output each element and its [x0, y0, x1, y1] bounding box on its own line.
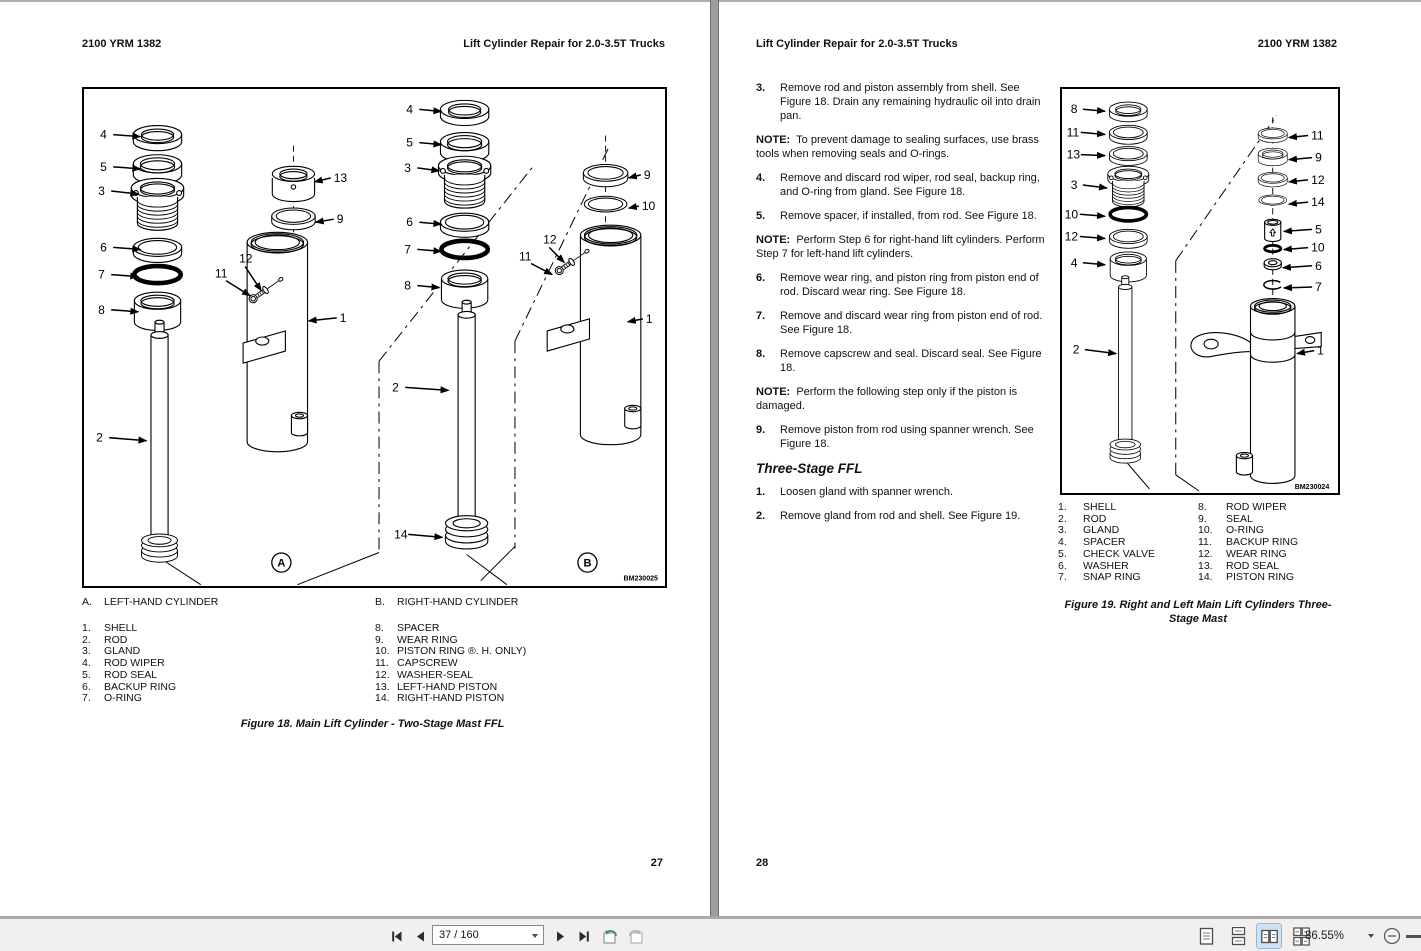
next-page-button[interactable] — [551, 927, 571, 945]
svg-text:6: 6 — [1315, 258, 1322, 273]
procedure-step: 5. Remove spacer, if installed, from rod. See Figure 18. — [756, 210, 1037, 222]
document-page-right — [719, 2, 1421, 916]
figure-18-diagram — [84, 89, 665, 586]
previous-page-button[interactable] — [410, 927, 430, 945]
continuous-view-button[interactable] — [1226, 924, 1250, 948]
first-page-button[interactable] — [386, 927, 406, 945]
svg-text:8: 8 — [1070, 102, 1078, 117]
legend-title-text: RIGHT-HAND CYLINDER — [397, 596, 519, 608]
svg-text:7: 7 — [98, 267, 105, 282]
two-page-view-icon — [1261, 927, 1278, 946]
legend-item: 5. CHECK VALVE — [1058, 547, 1155, 560]
svg-text:11: 11 — [1311, 128, 1324, 143]
procedure-text-column — [756, 81, 1048, 533]
legend-item: 14. RIGHT-HAND PISTON — [375, 692, 505, 705]
svg-text:11: 11 — [1066, 125, 1080, 140]
page-dropdown-caret-icon[interactable] — [532, 934, 538, 938]
legend-item: 2. ROD — [82, 633, 128, 646]
page-number: 27 — [650, 857, 663, 869]
page-gap-divider — [710, 0, 719, 916]
figure-18-box — [82, 87, 667, 588]
legend-item: 4. SPACER — [1058, 536, 1126, 549]
legend-item: 5. ROD SEAL — [82, 668, 158, 681]
zoom-level-label[interactable]: 86.55% — [1305, 930, 1345, 942]
legend-item: 4. ROD WIPER — [82, 657, 165, 670]
svg-text:1: 1 — [339, 310, 347, 325]
next-view-button[interactable] — [625, 927, 647, 945]
zoom-dropdown-caret-icon[interactable] — [1368, 934, 1374, 938]
legend-item: 7. O-RING — [82, 692, 142, 705]
procedure-step: 4. Remove and discard rod wiper, rod seal, backup ring, and O-ring from gland. See Figure 18. — [756, 172, 1040, 198]
next-page-icon — [557, 931, 564, 941]
zoom-slider-track[interactable] — [1406, 935, 1421, 938]
procedure-step: 6. Remove wear ring, and piston ring from piston end of rod. Discard wear ring. See Figure 18. — [756, 272, 1039, 298]
section-heading: Three-Stage FFL — [756, 461, 863, 476]
legend-item: 10. O-RING — [1198, 524, 1264, 537]
svg-text:6: 6 — [406, 215, 413, 230]
svg-text:4: 4 — [100, 127, 107, 142]
document-page-left — [0, 2, 710, 916]
caption-line-2: Stage Mast — [1168, 612, 1228, 625]
previous-view-icon — [601, 927, 619, 945]
svg-text:3: 3 — [404, 160, 411, 175]
procedure-step: 1. Loosen gland with spanner wrench. — [756, 486, 954, 498]
viewer-bottom-toolbar — [0, 916, 1421, 951]
svg-text:6: 6 — [100, 240, 107, 255]
svg-text:10: 10 — [641, 199, 656, 214]
figure-19-legend-2 — [1198, 502, 1298, 584]
procedure-step: 3. Remove rod and piston assembly from shell. See Figure 18. Drain any remaining hydraulic oil into drain pan. — [756, 82, 1041, 122]
svg-text:3: 3 — [1070, 177, 1078, 192]
legend-item: 13. ROD SEAL — [1198, 559, 1280, 572]
note-paragraph: NOTE: Perform Step 6 for right-hand lift cylinders. Perform Step 7 for left-hand lift cylinders. — [756, 234, 1045, 260]
svg-text:4: 4 — [1070, 255, 1078, 270]
svg-text:11: 11 — [518, 249, 532, 264]
svg-text:9: 9 — [336, 212, 344, 227]
svg-text:9: 9 — [643, 167, 651, 182]
legend-title-text: LEFT-HAND CYLINDER — [104, 596, 219, 608]
svg-text:14: 14 — [1311, 195, 1325, 210]
svg-text:1: 1 — [645, 311, 653, 326]
svg-text:13: 13 — [333, 170, 348, 185]
svg-text:10: 10 — [1311, 240, 1325, 255]
legend-item: 13. LEFT-HAND PISTON — [375, 680, 498, 693]
procedure-step: 8. Remove capscrew and seal. Discard seal. See Figure 18. — [756, 348, 1042, 374]
svg-text:3: 3 — [98, 184, 105, 199]
legend-item: 3. GLAND — [82, 645, 141, 658]
legend-b-title — [375, 597, 518, 609]
svg-text:10: 10 — [1064, 207, 1079, 222]
svg-text:14: 14 — [394, 527, 408, 542]
figure-ref-code: BM230024 — [1294, 483, 1330, 491]
figure-19-caption — [1060, 599, 1336, 626]
svg-text:2: 2 — [392, 380, 399, 395]
svg-text:12: 12 — [1311, 172, 1325, 187]
svg-text:4: 4 — [406, 102, 413, 117]
legend-item: 1. SHELL — [82, 622, 138, 634]
legend-item: 11. BACKUP RING — [1198, 536, 1299, 549]
legend-item: 6. WASHER — [1058, 559, 1129, 572]
last-page-icon — [579, 931, 586, 941]
legend-item: 11. CAPSCREW — [375, 657, 458, 670]
svg-text:9: 9 — [1315, 150, 1322, 165]
legend-item: 9. WEAR RING — [375, 633, 458, 646]
figure-19-box — [1060, 87, 1340, 495]
continuous-view-icon — [1230, 927, 1247, 946]
page-field-value[interactable]: 37 / 160 — [439, 929, 479, 941]
legend-item: 9. SEAL — [1198, 512, 1253, 525]
page-number: 28 — [756, 857, 769, 869]
svg-text:2: 2 — [1072, 342, 1080, 357]
legend-item: 8. SPACER — [375, 622, 440, 634]
legend-item: 1. SHELL — [1058, 501, 1117, 513]
page-header-right: 2100 YRM 1382 — [1257, 38, 1337, 50]
page-number-input[interactable] — [432, 925, 544, 945]
legend-letter: B. — [375, 596, 385, 608]
legend-item: 14. PISTON RING — [1198, 571, 1295, 584]
procedure-step: 7. Remove and discard wear ring from piston end of rod. See Figure 18. — [756, 310, 1043, 336]
previous-view-button[interactable] — [599, 927, 621, 945]
svg-text:12: 12 — [543, 232, 557, 247]
legend-item: 12. WEAR RING — [1198, 547, 1287, 560]
svg-text:2: 2 — [96, 430, 103, 445]
last-page-button[interactable] — [574, 927, 594, 945]
note-paragraph: NOTE: Perform the following step only if the piston is damaged. — [756, 386, 1018, 412]
two-page-view-button[interactable] — [1257, 924, 1281, 948]
svg-text:5: 5 — [1315, 222, 1322, 237]
single-page-view-button[interactable] — [1194, 924, 1218, 948]
legend-item: 12. WASHER-SEAL — [375, 668, 474, 681]
svg-text:13: 13 — [1066, 147, 1081, 162]
svg-text:7: 7 — [404, 242, 411, 257]
figure-18-legend-a — [82, 623, 176, 705]
svg-text:5: 5 — [100, 159, 107, 174]
legend-letter: A. — [82, 596, 92, 608]
svg-text:12: 12 — [1064, 229, 1079, 244]
procedure-step: 9. Remove piston from rod using spanner wrench. See Figure 18. — [756, 424, 1034, 450]
svg-text:7: 7 — [1315, 280, 1322, 294]
svg-text:5: 5 — [406, 135, 413, 150]
figure-19-diagram — [1062, 89, 1338, 493]
svg-text:A: A — [277, 557, 286, 570]
next-view-icon — [627, 927, 645, 945]
legend-item: 8. ROD WIPER — [1198, 501, 1287, 513]
previous-page-icon — [417, 931, 424, 941]
svg-text:1: 1 — [1317, 343, 1324, 358]
legend-item: 7. SNAP RING — [1058, 571, 1141, 584]
figure-19-legend-1 — [1058, 502, 1155, 584]
figure-ref-code: BM230025 — [623, 575, 658, 583]
caption-line-1: Figure 19. Right and Left Main Lift Cylinders Three- — [1064, 599, 1332, 611]
figure-18-caption: Figure 18. Main Lift Cylinder - Two-Stage Mast FFL — [240, 718, 505, 730]
legend-item: 10. PISTON RING ®. H. ONLY) — [375, 645, 527, 658]
zoom-out-icon — [1383, 927, 1401, 945]
svg-text:12: 12 — [239, 251, 253, 266]
page-header-left: 2100 YRM 1382 — [82, 38, 162, 50]
legend-a-title — [82, 597, 218, 609]
legend-item: 3. GLAND — [1058, 524, 1120, 537]
single-page-view-icon — [1198, 927, 1215, 946]
svg-text:B: B — [583, 557, 592, 570]
note-paragraph: NOTE: To prevent damage to sealing surfaces, use brass tools when removing seals and O-rings. — [756, 134, 1039, 160]
figure-18-legend-b — [375, 623, 526, 705]
svg-text:8: 8 — [98, 302, 105, 317]
page-header-left: Lift Cylinder Repair for 2.0-3.5T Trucks — [756, 38, 958, 50]
legend-item: 6. BACKUP RING — [82, 680, 177, 693]
procedure-step: 2. Remove gland from rod and shell. See Figure 19. — [756, 510, 1021, 522]
svg-text:8: 8 — [404, 278, 411, 293]
legend-item: 2. ROD — [1058, 512, 1107, 525]
zoom-out-button[interactable] — [1383, 927, 1401, 950]
page-header-right: Lift Cylinder Repair for 2.0-3.5T Trucks — [463, 38, 665, 50]
svg-text:11: 11 — [214, 266, 228, 281]
